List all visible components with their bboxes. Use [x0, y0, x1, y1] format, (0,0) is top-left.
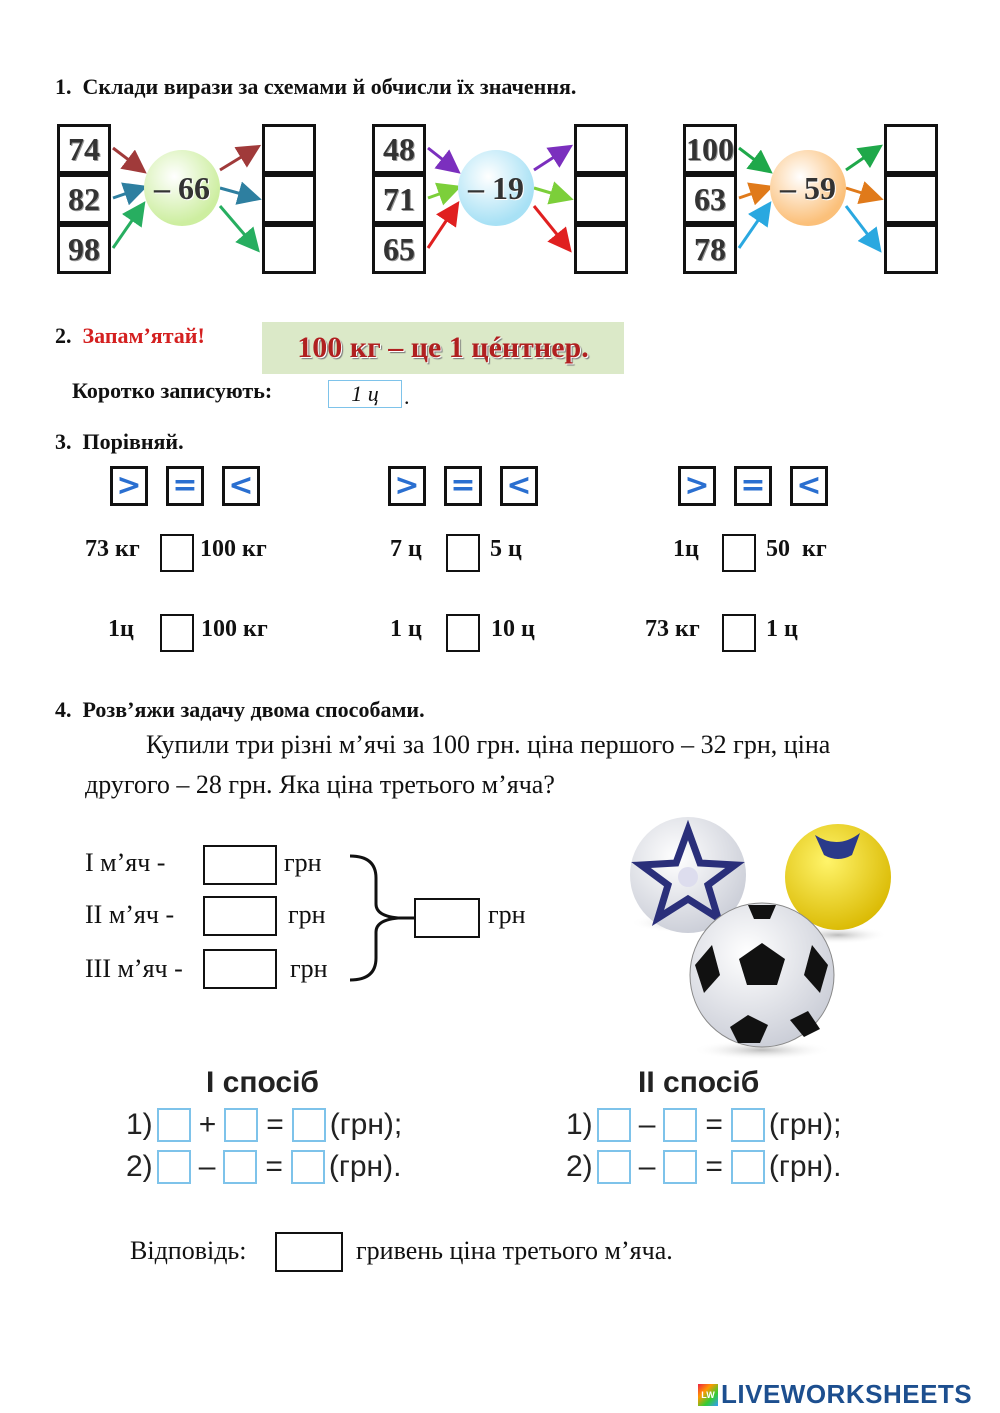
compare-2-2-left: 1 ц — [390, 616, 422, 642]
short-notation-period: . — [404, 384, 410, 409]
scheme-1-out-arrow-3 — [220, 206, 256, 248]
rule-text: 100 кг – це 1 цéнтнер. — [297, 331, 589, 364]
scheme-2-operation-circle: – 19 — [458, 150, 534, 226]
scheme-2-out-arrow-3 — [534, 206, 568, 248]
ball-2-unit: грн — [288, 900, 326, 929]
compare-2-3-left: 73 кг — [645, 616, 700, 642]
way-2-step-2-number: 2) — [566, 1150, 593, 1183]
way-1-step-1-operator: + — [198, 1108, 217, 1141]
scheme-2-in-arrow-3 — [428, 206, 456, 248]
scheme-3-input-2: 63 — [683, 174, 737, 224]
task1-heading — [55, 74, 576, 100]
compare-1-3-sign-box[interactable] — [722, 534, 756, 572]
sign-set-1-equals-sign[interactable]: = — [166, 466, 204, 506]
scheme-3-out-arrow-2 — [846, 188, 878, 198]
compare-2-3-right: 1 ц — [766, 616, 798, 642]
scheme-1-answer-box-1[interactable] — [262, 124, 316, 174]
task4-number: 4. — [55, 697, 72, 722]
sign-set-3-greater-than-sign[interactable]: > — [678, 466, 716, 506]
short-notation-value: 1 ц — [328, 380, 402, 408]
way-1-step-2-number: 2) — [126, 1150, 153, 1183]
sign-set-3-equals-sign[interactable]: = — [734, 466, 772, 506]
way-1-step-1-box-a[interactable] — [157, 1108, 191, 1142]
scheme-1-out-arrow-2 — [220, 188, 256, 198]
task4-heading — [55, 697, 425, 723]
scheme-3-in-arrow-2 — [739, 188, 768, 198]
sign-set-2-greater-than-sign[interactable]: > — [388, 466, 426, 506]
total-unit: грн — [488, 900, 526, 929]
scheme-3-answer-box-1[interactable] — [884, 124, 938, 174]
compare-1-1-right: 100 кг — [200, 536, 267, 562]
logo-text: LIVEWORKSHEETS — [721, 1379, 973, 1409]
scheme-1-in-arrow-1 — [113, 148, 142, 170]
soccer-ball-icon — [690, 903, 834, 1060]
scheme-3-answer-box-3[interactable] — [884, 224, 938, 274]
scheme-2-input-1: 48 — [372, 124, 426, 174]
way-1-step-1-result-box[interactable] — [292, 1108, 326, 1142]
way-1-step-2-result-box[interactable] — [291, 1150, 325, 1184]
sign-set-1-greater-than-sign[interactable]: > — [110, 466, 148, 506]
scheme-3-in-arrow-1 — [739, 148, 768, 170]
logo-badge-icon: LW — [698, 1384, 718, 1406]
way-1-step-1-number: 1) — [126, 1108, 153, 1141]
way-1-step-2-box-b[interactable] — [223, 1150, 257, 1184]
way-1-step-2 — [126, 1150, 401, 1184]
liveworksheets-logo — [698, 1379, 972, 1410]
way-2-step-2-box-a[interactable] — [597, 1150, 631, 1184]
task4-title: Розв’яжи задачу двома способами. — [82, 697, 425, 722]
scheme-3-input-1: 100 — [683, 124, 737, 174]
compare-2-2-sign-box[interactable] — [446, 614, 480, 652]
ball-3-price-box[interactable] — [203, 949, 277, 989]
way-1-step-1-equals: = — [266, 1108, 284, 1141]
way-1-step-2-box-a[interactable] — [157, 1150, 191, 1184]
task3-title: Порівняй. — [82, 429, 184, 454]
task2-number: 2. — [55, 323, 72, 348]
way-2-title: ІІ спосіб — [638, 1066, 760, 1099]
compare-1-2-sign-box[interactable] — [446, 534, 480, 572]
scheme-2-out-arrow-1 — [534, 148, 568, 170]
way-2-step-1-result-box[interactable] — [731, 1108, 765, 1142]
task1-title: Склади вирази за схемами й обчисли їх значення. — [82, 74, 577, 99]
total-price-box[interactable] — [414, 898, 480, 938]
way-1-step-1-unit: (грн); — [329, 1108, 403, 1141]
short-notation-label: Коротко записують: — [72, 378, 273, 403]
scheme-2-answer-box-1[interactable] — [574, 124, 628, 174]
balls-illustration — [620, 815, 900, 1060]
ball-1-price-box[interactable] — [203, 845, 277, 885]
scheme-2-input-2: 71 — [372, 174, 426, 224]
scheme-1-operation-circle: – 66 — [144, 150, 220, 226]
ball-3-label: ІІІ м’яч - — [85, 954, 183, 983]
scheme-1-answer-box-3[interactable] — [262, 224, 316, 274]
sign-set-2-less-than-sign[interactable]: < — [500, 466, 538, 506]
way-2-step-1-unit: (грн); — [768, 1108, 842, 1141]
way-2-step-2-unit: (грн). — [768, 1150, 842, 1183]
scheme-2-input-3: 65 — [372, 224, 426, 274]
ball-3-unit: грн — [290, 954, 328, 983]
scheme-1-input-3: 98 — [57, 224, 111, 274]
way-2-step-1 — [566, 1108, 841, 1142]
task2-heading — [55, 323, 205, 349]
sign-set-3-less-than-sign[interactable]: < — [790, 466, 828, 506]
way-1-step-2-operator: – — [198, 1150, 216, 1183]
ball-2-price-box[interactable] — [203, 896, 277, 936]
task3-number: 3. — [55, 429, 72, 454]
scheme-3-input-3: 78 — [683, 224, 737, 274]
way-2-step-1-equals: = — [705, 1108, 723, 1141]
compare-1-1-left: 73 кг — [85, 536, 140, 562]
way-2-step-1-number: 1) — [566, 1108, 593, 1141]
scheme-2-answer-box-2[interactable] — [574, 174, 628, 224]
scheme-1-input-2: 82 — [57, 174, 111, 224]
compare-2-1-sign-box[interactable] — [160, 614, 194, 652]
way-1-title: І спосіб — [206, 1066, 319, 1099]
problem-line-1: Купили три різні м’ячі за 100 грн. ціна першого – 32 грн, ціна — [146, 730, 831, 759]
answer-label: Відповідь: — [130, 1236, 247, 1265]
way-2-step-1-box-a[interactable] — [597, 1108, 631, 1142]
scheme-3-out-arrow-3 — [846, 206, 878, 248]
scheme-2-answer-box-3[interactable] — [574, 224, 628, 274]
ball-2-label: ІІ м’яч - — [85, 900, 175, 929]
scheme-1-in-arrow-2 — [113, 188, 142, 198]
problem-line-2: другого – 28 грн. Яка ціна третього м’яча? — [85, 770, 555, 799]
answer-text: гривень ціна третього м’яча. — [356, 1236, 673, 1265]
scheme-1-out-arrow-1 — [220, 148, 256, 170]
compare-2-1-right: 100 кг — [201, 616, 268, 642]
scheme-1-input-1: 74 — [57, 124, 111, 174]
scheme-2-in-arrow-2 — [428, 188, 456, 198]
scheme-2-out-arrow-2 — [534, 188, 568, 198]
scheme-3-in-arrow-3 — [739, 206, 768, 248]
compare-1-3-left: 1ц — [673, 536, 699, 562]
scheme-1-in-arrow-3 — [113, 206, 142, 248]
scheme-1-answer-box-2[interactable] — [262, 174, 316, 224]
compare-2-3-sign-box[interactable] — [722, 614, 756, 652]
sign-set-1-less-than-sign[interactable]: < — [222, 466, 260, 506]
compare-1-3-right: 50 кг — [766, 536, 827, 562]
way-1-step-1-box-b[interactable] — [224, 1108, 258, 1142]
scheme-3-out-arrow-1 — [846, 148, 878, 170]
sign-set-2-equals-sign[interactable]: = — [444, 466, 482, 506]
compare-1-2-left: 7 ц — [390, 536, 422, 562]
answer-box[interactable] — [275, 1232, 343, 1272]
way-2-step-2-result-box[interactable] — [731, 1150, 765, 1184]
way-2-step-2-box-b[interactable] — [663, 1150, 697, 1184]
compare-2-1-left: 1ц — [108, 616, 134, 642]
task3-heading — [55, 429, 184, 455]
way-2-step-1-operator: – — [638, 1108, 656, 1141]
task2-title: Запам’ятай! — [82, 323, 205, 348]
scheme-3-operation-circle: – 59 — [770, 150, 846, 226]
curly-brace — [340, 848, 420, 988]
compare-2-2-right: 10 ц — [491, 616, 535, 642]
way-1-step-2-unit: (грн). — [328, 1150, 402, 1183]
compare-1-1-sign-box[interactable] — [160, 534, 194, 572]
scheme-2-in-arrow-1 — [428, 148, 456, 170]
way-2-step-2-equals: = — [705, 1150, 723, 1183]
rule-banner — [262, 322, 624, 374]
compare-1-2-right: 5 ц — [490, 536, 522, 562]
way-2-step-1-box-b[interactable] — [663, 1108, 697, 1142]
way-2-step-2-operator: – — [638, 1150, 656, 1183]
way-1-step-1 — [126, 1108, 402, 1142]
way-1-step-2-equals: = — [265, 1150, 283, 1183]
ball-1-unit: грн — [284, 848, 322, 877]
way-2-step-2 — [566, 1150, 841, 1184]
task1-number: 1. — [55, 74, 72, 99]
ball-1-label: І м’яч - — [85, 848, 166, 877]
scheme-3-answer-box-2[interactable] — [884, 174, 938, 224]
